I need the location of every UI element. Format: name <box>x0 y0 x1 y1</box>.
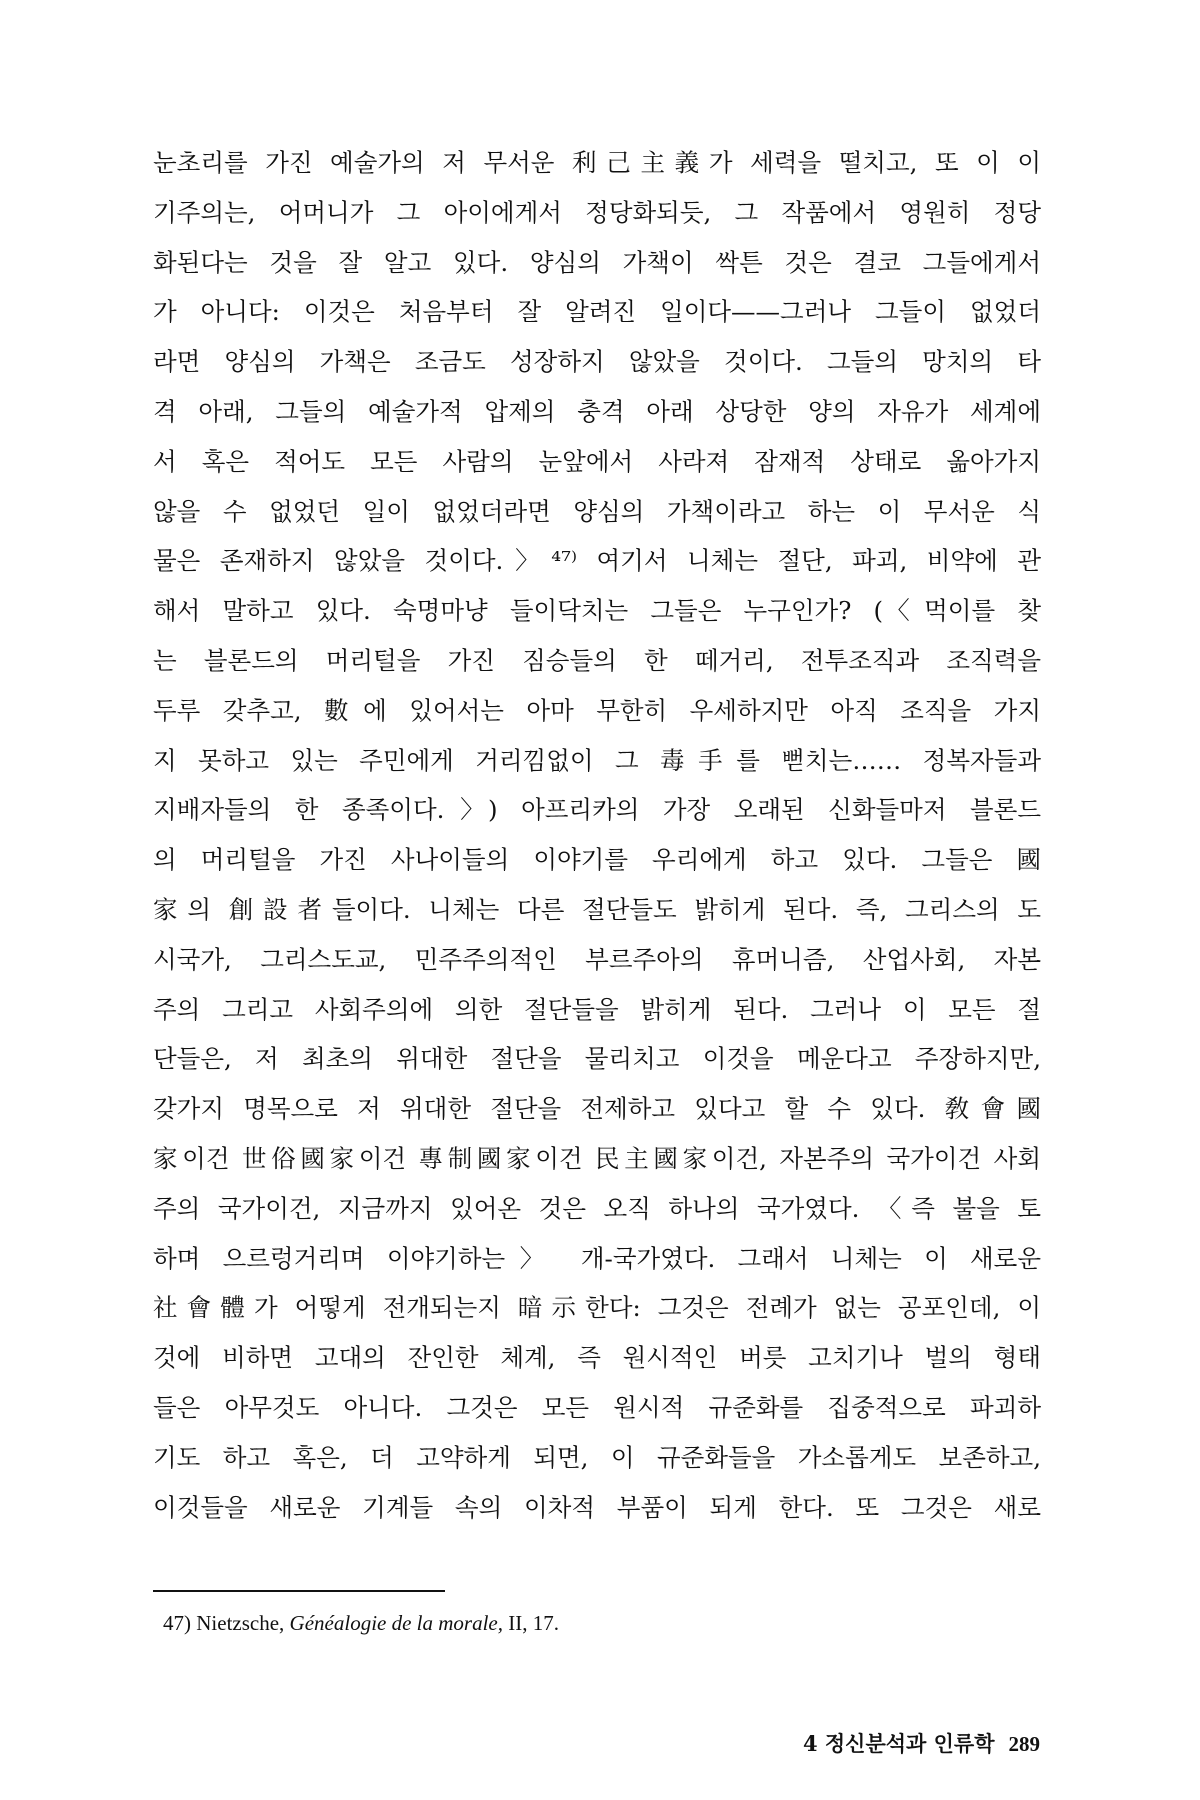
running-head: 4 정신분석과 인류학 <box>802 1731 995 1756</box>
body-line: 않을 수 없었던 일이 없었더라면 양심의 가책이라고 하는 이 무서운 식 <box>153 496 1041 526</box>
body-line: 서 혹은 적어도 모든 사람의 눈앞에서 사라져 잠재적 상태로 옮아가지 <box>153 446 1041 476</box>
body-line: 두루 갖추고, 數에 있어서는 아마 무한히 우세하지만 아직 조직을 가지 <box>153 695 1041 725</box>
body-line: 주의 그리고 사회주의에 의한 절단들을 밝히게 된다. 그러나 이 모든 절 <box>153 994 1041 1024</box>
body-line: 격 아래, 그들의 예술가적 압제의 충격 아래 상당한 양의 자유가 세계에 <box>153 396 1041 426</box>
body-line: 의 머리털을 가진 사나이들의 이야기를 우리에게 하고 있다. 그들은 國 <box>153 845 1041 875</box>
body-line: 家이건 世俗國家이건 專制國家이건 民主國家이건, 자본주의 국가이건 사회 <box>153 1143 1041 1173</box>
body-line: 기도 하고 혹은, 더 고약하게 되면, 이 규준화들을 가소롭게도 보존하고, <box>153 1442 1041 1472</box>
body-line: 것에 비하면 고대의 잔인한 체계, 즉 원시적인 버릇 고치기나 벌의 형태 <box>153 1343 1041 1373</box>
body-line: 하며 으르렁거리며 이야기하는〉 개-국가였다. 그래서 니체는 이 새로운 <box>153 1243 1041 1273</box>
footnote-divider <box>153 1590 445 1592</box>
page-number: 289 <box>1008 1732 1040 1756</box>
body-line: 는 블론드의 머리털을 가진 짐승들의 한 떼거리, 전투조직과 조직력을 <box>153 645 1041 675</box>
body-line: 단들은, 저 최초의 위대한 절단을 물리치고 이것을 메운다고 주장하지만, <box>153 1044 1041 1074</box>
body-line: 물은 존재하지 않았을 것이다.〉⁴⁷⁾ 여기서 니체는 절단, 파괴, 비약에 관 <box>153 546 1041 576</box>
footnote <box>163 1608 559 1638</box>
footnote-ref: II, 17. <box>508 1611 559 1635</box>
body-text <box>153 138 1041 1532</box>
body-line: 주의 국가이건, 지금까지 있어온 것은 오직 하나의 국가였다. 〈즉 불을 토 <box>153 1193 1041 1223</box>
body-line: 社會體가 어떻게 전개되는지 暗示한다: 그것은 전례가 없는 공포인데, 이 <box>153 1293 1041 1323</box>
body-line: 시국가, 그리스도교, 민주주의적인 부르주아의 휴머니즘, 산업사회, 자본 <box>153 944 1041 974</box>
body-line: 家의 創設者들이다. 니체는 다른 절단들도 밝히게 된다. 즉, 그리스의 도 <box>153 894 1041 924</box>
body-line: 해서 말하고 있다. 숙명마냥 들이닥치는 그들은 누구인가? (〈먹이를 찾 <box>153 596 1041 626</box>
body-line: 이것들을 새로운 기계들 속의 이차적 부품이 되게 한다. 또 그것은 새로 <box>153 1492 1041 1522</box>
body-line: 갖가지 명목으로 저 위대한 절단을 전제하고 있다고 할 수 있다. 敎會國 <box>153 1094 1041 1124</box>
body-line: 지 못하고 있는 주민에게 거리낌없이 그 毒手를 뻗치는…… 정복자들과 <box>153 745 1041 775</box>
body-line: 라면 양심의 가책은 조금도 성장하지 않았을 것이다. 그들의 망치의 타 <box>153 347 1041 377</box>
footnote-title: Généalogie de la morale, <box>289 1611 503 1635</box>
page-footer <box>803 1728 1040 1758</box>
body-line: 기주의는, 어머니가 그 아이에게서 정당화되듯, 그 작품에서 영원히 정당 <box>153 197 1041 227</box>
body-line: 들은 아무것도 아니다. 그것은 모든 원시적 규준화를 집중적으로 파괴하 <box>153 1392 1041 1422</box>
body-line: 가 아니다: 이것은 처음부터 잘 알려진 일이다——그러나 그들이 없었더 <box>153 297 1041 327</box>
body-line: 눈초리를 가진 예술가의 저 무서운 利己主義가 세력을 떨치고, 또 이 이 <box>153 148 1041 177</box>
body-line: 화된다는 것을 잘 알고 있다. 양심의 가책이 싹튼 것은 결코 그들에게서 <box>153 247 1041 277</box>
body-line: 지배자들의 한 종족이다.〉) 아프리카의 가장 오래된 신화들마저 블론드 <box>153 795 1041 825</box>
footnote-number: 47) <box>163 1611 191 1635</box>
footnote-author: Nietzsche, <box>196 1611 285 1635</box>
